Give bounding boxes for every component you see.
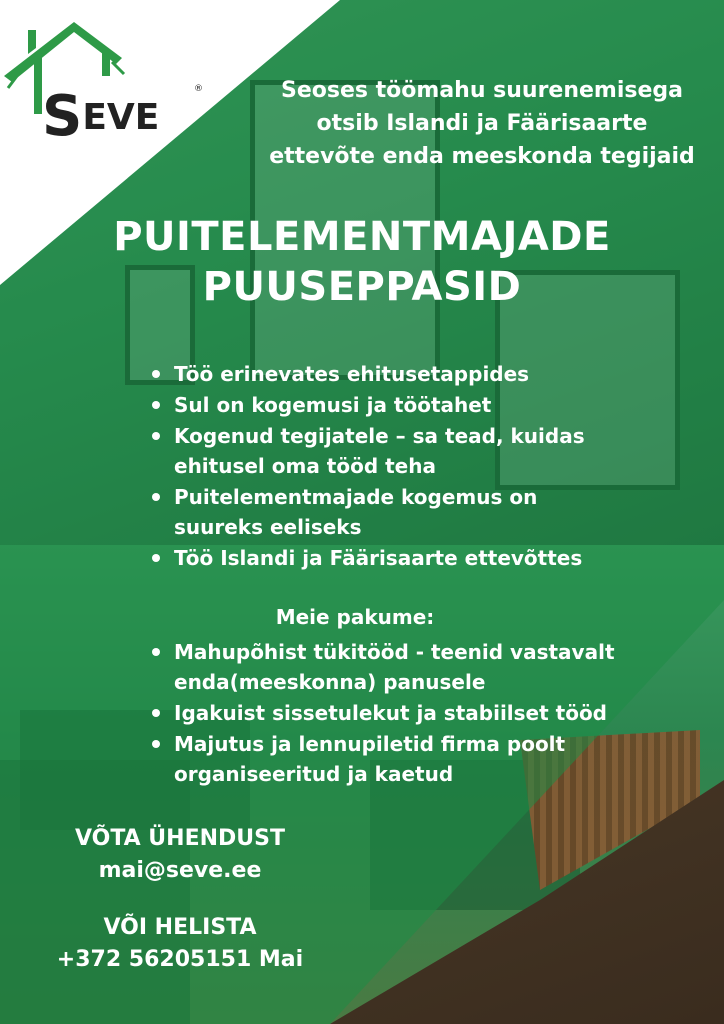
contact-email[interactable]: mai@seve.ee: [98, 858, 262, 883]
list-item: Puitelementmajade kogemus on suureks eeliseks: [150, 482, 590, 542]
bullet-icon: [152, 554, 160, 562]
call-block: [40, 912, 320, 976]
contact-phone[interactable]: +372 56205151 Mai: [56, 947, 304, 972]
bullet-icon: [152, 401, 160, 409]
list-item: Majutus ja lennupiletid firma poolt organiseeritud ja kaetud: [150, 729, 620, 789]
registered-mark: ®: [194, 84, 203, 94]
contact-block: [40, 823, 320, 887]
bullet-icon: [152, 648, 160, 656]
headline: [0, 212, 724, 312]
bullet-icon: [152, 709, 160, 717]
contact-heading: VÕTA ÜHENDUST: [74, 826, 286, 851]
seve-logo: [2, 14, 207, 149]
bullet-icon: [152, 740, 160, 748]
offer-list: [150, 637, 710, 790]
intro-line: Seoses töömahu suurenemisega: [281, 78, 683, 103]
headline-line-2: PUUSEPPASID: [202, 264, 522, 310]
intro-line: ettevõte enda meeskonda tegijaid: [269, 144, 695, 169]
bullet-icon: [152, 493, 160, 501]
bullet-icon: [152, 370, 160, 378]
headline-line-1: PUITELEMENTMAJADE: [113, 214, 611, 260]
list-item: Mahupõhist tükitööd - teenid vastavalt enda(meeskonna) panusele: [150, 637, 630, 697]
list-item: Sul on kogemusi ja töötahet: [150, 390, 710, 420]
call-heading: VÕI HELISTA: [103, 915, 257, 940]
offer-title: Meie pakume:: [275, 605, 435, 629]
requirements-list: [150, 359, 710, 574]
bullet-icon: [152, 432, 160, 440]
intro-text: [240, 74, 724, 173]
list-item: Töö Islandi ja Fäärisaarte ettevõttes: [150, 543, 710, 573]
list-item: Töö erinevates ehitusetappides: [150, 359, 710, 389]
list-item: Kogenud tegijatele – sa tead, kuidas ehitusel oma tööd teha: [150, 421, 620, 481]
logo-wordmark: SEVE: [42, 84, 160, 149]
intro-line: otsib Islandi ja Fäärisaarte: [316, 111, 648, 136]
list-item: Igakuist sissetulekut ja stabiilset tööd: [150, 698, 710, 728]
